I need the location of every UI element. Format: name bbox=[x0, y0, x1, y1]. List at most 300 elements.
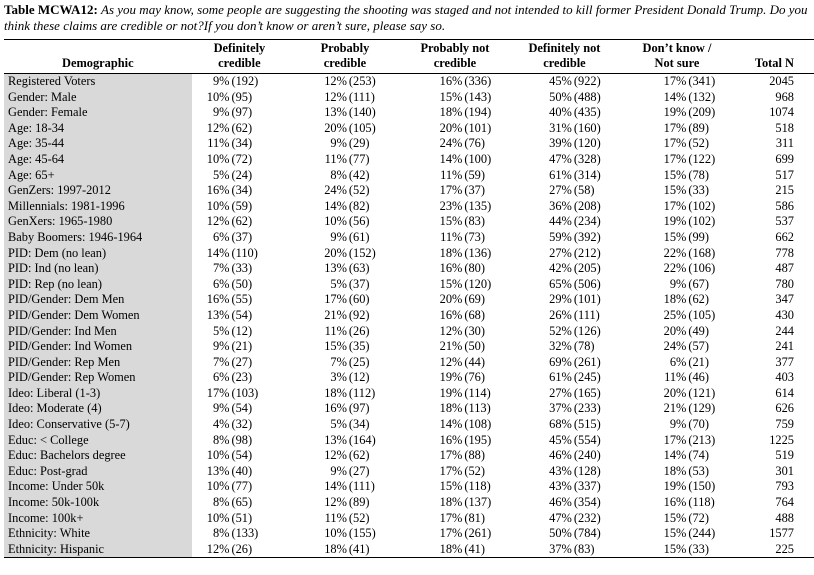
cell-count: (165) bbox=[573, 385, 601, 400]
cell-total-n: 759 bbox=[775, 417, 794, 432]
cell-count: (35) bbox=[348, 339, 370, 354]
col-header-probably-credible: Probably credible bbox=[320, 41, 370, 70]
cell-count: (208) bbox=[573, 198, 601, 213]
table-row bbox=[4, 386, 814, 402]
cell-count: (143) bbox=[464, 89, 492, 104]
cell-count: (70) bbox=[688, 417, 710, 432]
table-row bbox=[4, 230, 814, 246]
cell-percent: 47% bbox=[549, 510, 572, 525]
row-label: Age: 35-44 bbox=[4, 136, 192, 152]
cell-percent: 9% bbox=[330, 463, 347, 478]
cell-percent: 52% bbox=[549, 323, 572, 338]
cell-percent: 14% bbox=[663, 448, 687, 463]
table-caption bbox=[4, 2, 812, 33]
cell-percent: 12% bbox=[324, 89, 347, 104]
cell-count: (73) bbox=[464, 229, 486, 244]
cell-count: (55) bbox=[231, 292, 253, 307]
table-row bbox=[4, 199, 814, 215]
cell-percent: 5% bbox=[212, 323, 230, 338]
cell-percent: 65% bbox=[549, 276, 572, 291]
cell-percent: 16% bbox=[439, 432, 463, 447]
header-row bbox=[4, 40, 814, 74]
cell-percent: 15% bbox=[663, 167, 687, 182]
cell-percent: 10% bbox=[324, 214, 347, 229]
cell-total-n: 780 bbox=[775, 276, 794, 291]
row-label: Gender: Female bbox=[4, 105, 192, 121]
cell-percent: 17% bbox=[663, 198, 687, 213]
cell-percent: 20% bbox=[663, 385, 687, 400]
cell-percent: 15% bbox=[663, 541, 687, 556]
cell-total-n: 662 bbox=[775, 229, 794, 244]
cell-count: (77) bbox=[348, 151, 370, 166]
cell-percent: 11% bbox=[324, 151, 347, 166]
table-row bbox=[4, 121, 814, 137]
cell-percent: 18% bbox=[663, 292, 687, 307]
cell-count: (103) bbox=[231, 385, 259, 400]
cell-percent: 20% bbox=[439, 120, 463, 135]
table-row bbox=[4, 355, 814, 371]
cell-count: (135) bbox=[464, 198, 492, 213]
cell-percent: 13% bbox=[324, 261, 347, 276]
cell-percent: 15% bbox=[324, 339, 347, 354]
cell-percent: 8% bbox=[330, 167, 347, 182]
cell-count: (121) bbox=[688, 385, 716, 400]
cell-percent: 7% bbox=[330, 354, 347, 369]
cell-percent: 16% bbox=[439, 307, 463, 322]
table-row bbox=[4, 105, 814, 121]
cell-count: (205) bbox=[573, 261, 601, 276]
cell-percent: 24% bbox=[439, 136, 463, 151]
cell-percent: 13% bbox=[206, 463, 230, 478]
table-row bbox=[4, 542, 814, 558]
cell-count: (63) bbox=[348, 261, 370, 276]
table-row bbox=[4, 168, 814, 184]
cell-percent: 37% bbox=[549, 401, 572, 416]
cell-percent: 36% bbox=[549, 198, 572, 213]
cell-percent: 17% bbox=[324, 292, 347, 307]
table-row bbox=[4, 448, 814, 464]
cell-count: (62) bbox=[231, 214, 253, 229]
cell-total-n: 244 bbox=[775, 323, 794, 338]
cell-count: (21) bbox=[688, 354, 710, 369]
row-label: Millennials: 1981-1996 bbox=[4, 199, 192, 215]
cell-percent: 16% bbox=[663, 495, 687, 510]
cell-total-n: 225 bbox=[775, 541, 794, 556]
cell-count: (80) bbox=[464, 261, 486, 276]
cell-count: (42) bbox=[348, 167, 370, 182]
cell-count: (120) bbox=[464, 276, 492, 291]
cell-count: (54) bbox=[231, 448, 253, 463]
cell-percent: 18% bbox=[439, 245, 463, 260]
cell-count: (57) bbox=[688, 339, 710, 354]
cell-count: (72) bbox=[688, 510, 710, 525]
table-row bbox=[4, 401, 814, 417]
cell-percent: 10% bbox=[206, 479, 230, 494]
row-label: PID/Gender: Rep Men bbox=[4, 355, 192, 371]
cell-total-n: 519 bbox=[775, 448, 794, 463]
cell-count: (232) bbox=[573, 510, 601, 525]
cell-percent: 6% bbox=[669, 354, 687, 369]
cell-percent: 50% bbox=[549, 526, 572, 541]
cell-percent: 13% bbox=[324, 432, 347, 447]
cell-total-n: 518 bbox=[775, 120, 794, 135]
cell-percent: 14% bbox=[324, 479, 347, 494]
cell-count: (62) bbox=[688, 292, 710, 307]
col-header-probably-not-credible: Probably not credible bbox=[420, 41, 490, 70]
row-label: PID: Rep (no lean) bbox=[4, 277, 192, 293]
cell-percent: 15% bbox=[663, 510, 687, 525]
cell-count: (34) bbox=[348, 417, 370, 432]
cell-count: (105) bbox=[688, 307, 716, 322]
cell-count: (212) bbox=[573, 245, 601, 260]
cell-count: (65) bbox=[231, 495, 253, 510]
row-label: PID/Gender: Dem Women bbox=[4, 308, 192, 324]
cell-count: (488) bbox=[573, 89, 601, 104]
cell-percent: 31% bbox=[549, 120, 572, 135]
cell-count: (111) bbox=[348, 89, 375, 104]
cell-total-n: 377 bbox=[775, 354, 794, 369]
cell-percent: 14% bbox=[663, 89, 687, 104]
table-row bbox=[4, 308, 814, 324]
table-row bbox=[4, 433, 814, 449]
cell-count: (234) bbox=[573, 214, 601, 229]
cell-percent: 18% bbox=[439, 401, 463, 416]
cell-count: (97) bbox=[348, 401, 370, 416]
cell-percent: 17% bbox=[439, 183, 463, 198]
cell-count: (82) bbox=[348, 198, 370, 213]
cell-percent: 9% bbox=[669, 276, 687, 291]
row-label: Income: 100k+ bbox=[4, 511, 192, 527]
cell-percent: 5% bbox=[330, 276, 347, 291]
cell-count: (49) bbox=[688, 323, 710, 338]
cell-percent: 14% bbox=[439, 417, 463, 432]
cell-percent: 19% bbox=[663, 214, 687, 229]
cell-count: (51) bbox=[231, 510, 253, 525]
cell-count: (101) bbox=[464, 120, 492, 135]
cell-total-n: 586 bbox=[775, 198, 794, 213]
cell-total-n: 487 bbox=[775, 261, 794, 276]
cell-percent: 17% bbox=[663, 432, 687, 447]
cell-percent: 27% bbox=[549, 385, 572, 400]
cell-percent: 9% bbox=[330, 136, 347, 151]
cell-count: (21) bbox=[231, 339, 253, 354]
cell-percent: 17% bbox=[663, 74, 687, 88]
cell-count: (126) bbox=[573, 323, 601, 338]
table-row bbox=[4, 339, 814, 355]
col-header-demographic: Demographic bbox=[62, 56, 134, 70]
cell-percent: 9% bbox=[669, 417, 687, 432]
cell-percent: 11% bbox=[324, 510, 347, 525]
cell-total-n: 301 bbox=[775, 463, 794, 478]
cell-percent: 8% bbox=[212, 526, 230, 541]
table-row bbox=[4, 90, 814, 106]
table-row bbox=[4, 370, 814, 386]
row-label: Income: Under 50k bbox=[4, 479, 192, 495]
cell-count: (81) bbox=[464, 510, 486, 525]
cell-count: (129) bbox=[688, 401, 716, 416]
cell-percent: 15% bbox=[663, 229, 687, 244]
cell-count: (337) bbox=[573, 479, 601, 494]
cell-percent: 6% bbox=[212, 229, 230, 244]
cell-total-n: 614 bbox=[775, 385, 794, 400]
row-label: Ideo: Moderate (4) bbox=[4, 401, 192, 417]
cell-percent: 43% bbox=[549, 463, 572, 478]
cell-percent: 45% bbox=[549, 74, 572, 88]
row-label: Gender: Male bbox=[4, 90, 192, 106]
cell-percent: 44% bbox=[549, 214, 572, 229]
cell-percent: 12% bbox=[206, 541, 230, 556]
cell-percent: 14% bbox=[206, 245, 230, 260]
cell-count: (195) bbox=[464, 432, 492, 447]
cell-count: (30) bbox=[464, 323, 486, 338]
cell-percent: 15% bbox=[439, 214, 463, 229]
table-row bbox=[4, 152, 814, 168]
cell-percent: 15% bbox=[439, 89, 463, 104]
col-header-definitely-credible: Definitely credible bbox=[213, 41, 266, 70]
cell-percent: 15% bbox=[439, 276, 463, 291]
table-row bbox=[4, 292, 814, 308]
cell-percent: 6% bbox=[212, 276, 230, 291]
cell-count: (194) bbox=[464, 105, 492, 120]
cell-percent: 6% bbox=[212, 370, 230, 385]
cell-count: (435) bbox=[573, 105, 601, 120]
cell-count: (328) bbox=[573, 151, 601, 166]
cell-count: (58) bbox=[573, 183, 595, 198]
row-label: PID/Gender: Ind Men bbox=[4, 324, 192, 340]
question-text: As you may know, some people are suggesting the shooting was staged and not intended to kill former President Donald Trump. Do you think these claims are credible or not?If you don’t know or aren’t sure, please say so. bbox=[4, 2, 808, 33]
cell-count: (155) bbox=[348, 526, 376, 541]
table-row bbox=[4, 464, 814, 480]
cell-count: (72) bbox=[231, 151, 253, 166]
cell-percent: 42% bbox=[549, 261, 572, 276]
cell-percent: 68% bbox=[549, 417, 572, 432]
cell-count: (160) bbox=[573, 120, 601, 135]
cell-count: (341) bbox=[688, 74, 716, 88]
cell-percent: 24% bbox=[663, 339, 687, 354]
cell-percent: 61% bbox=[549, 167, 572, 182]
cell-total-n: 215 bbox=[775, 183, 794, 198]
cell-total-n: 311 bbox=[775, 136, 794, 151]
cell-count: (54) bbox=[231, 307, 253, 322]
row-label: GenZers: 1997-2012 bbox=[4, 183, 192, 199]
cell-count: (52) bbox=[348, 183, 370, 198]
cell-count: (554) bbox=[573, 432, 601, 447]
col-header-definitely-not-credible: Definitely not credible bbox=[528, 41, 601, 70]
cell-count: (27) bbox=[231, 354, 253, 369]
cell-percent: 17% bbox=[439, 463, 463, 478]
cell-total-n: 488 bbox=[775, 510, 794, 525]
cell-count: (209) bbox=[688, 105, 716, 120]
row-label: PID/Gender: Rep Women bbox=[4, 370, 192, 386]
cell-count: (261) bbox=[573, 354, 601, 369]
cell-percent: 46% bbox=[549, 448, 572, 463]
cell-count: (140) bbox=[348, 105, 376, 120]
cell-count: (33) bbox=[231, 261, 253, 276]
cell-count: (111) bbox=[348, 479, 375, 494]
cell-count: (34) bbox=[231, 183, 253, 198]
cell-percent: 20% bbox=[663, 323, 687, 338]
cell-percent: 9% bbox=[212, 74, 230, 88]
table-row bbox=[4, 479, 814, 495]
cell-count: (102) bbox=[688, 214, 716, 229]
cell-percent: 24% bbox=[324, 183, 347, 198]
row-label: Educ: Bachelors degree bbox=[4, 448, 192, 464]
cell-total-n: 430 bbox=[775, 307, 794, 322]
row-label: Educ: Post-grad bbox=[4, 464, 192, 480]
cell-count: (52) bbox=[348, 510, 370, 525]
cell-percent: 14% bbox=[439, 151, 463, 166]
cell-count: (83) bbox=[573, 541, 595, 556]
cell-count: (118) bbox=[688, 495, 715, 510]
cell-count: (37) bbox=[231, 229, 253, 244]
cell-percent: 15% bbox=[439, 479, 463, 494]
table-row bbox=[4, 511, 814, 527]
cell-percent: 18% bbox=[324, 385, 347, 400]
cell-percent: 18% bbox=[439, 105, 463, 120]
cell-count: (52) bbox=[688, 136, 710, 151]
table-row bbox=[4, 277, 814, 293]
cell-count: (29) bbox=[348, 136, 370, 151]
cell-count: (213) bbox=[688, 432, 716, 447]
cell-count: (77) bbox=[231, 479, 253, 494]
cell-percent: 19% bbox=[663, 105, 687, 120]
cell-total-n: 778 bbox=[775, 245, 794, 260]
cell-count: (99) bbox=[688, 229, 710, 244]
cell-percent: 10% bbox=[206, 198, 230, 213]
cell-count: (50) bbox=[231, 276, 253, 291]
cell-percent: 10% bbox=[206, 448, 230, 463]
row-label: PID/Gender: Ind Women bbox=[4, 339, 192, 355]
col-header-total-n: Total N bbox=[754, 56, 794, 70]
cell-percent: 21% bbox=[439, 339, 463, 354]
table-row bbox=[4, 495, 814, 511]
cell-count: (34) bbox=[231, 136, 253, 151]
cell-count: (95) bbox=[231, 89, 253, 104]
cell-count: (59) bbox=[464, 167, 486, 182]
cell-count: (102) bbox=[688, 198, 716, 213]
row-label: PID: Ind (no lean) bbox=[4, 261, 192, 277]
cell-count: (100) bbox=[464, 151, 492, 166]
row-label: Ideo: Liberal (1-3) bbox=[4, 386, 192, 402]
row-label: PID: Dem (no lean) bbox=[4, 246, 192, 262]
cell-total-n: 403 bbox=[775, 370, 794, 385]
row-label: GenXers: 1965-1980 bbox=[4, 214, 192, 230]
cell-percent: 12% bbox=[439, 354, 463, 369]
cell-percent: 5% bbox=[330, 417, 347, 432]
cell-total-n: 764 bbox=[775, 495, 794, 510]
cell-total-n: 793 bbox=[775, 479, 794, 494]
table-row bbox=[4, 214, 814, 230]
cell-count: (261) bbox=[464, 526, 492, 541]
cell-percent: 17% bbox=[439, 448, 463, 463]
cell-count: (27) bbox=[348, 463, 370, 478]
cell-count: (78) bbox=[573, 339, 595, 354]
row-label: Age: 65+ bbox=[4, 168, 192, 184]
cell-count: (118) bbox=[464, 479, 491, 494]
cell-percent: 15% bbox=[663, 183, 687, 198]
cell-count: (24) bbox=[231, 167, 253, 182]
cell-percent: 10% bbox=[324, 526, 347, 541]
cell-percent: 12% bbox=[324, 74, 347, 88]
cell-percent: 22% bbox=[663, 245, 687, 260]
cell-count: (122) bbox=[688, 151, 716, 166]
cell-count: (46) bbox=[688, 370, 710, 385]
cell-percent: 10% bbox=[206, 510, 230, 525]
cell-percent: 14% bbox=[324, 198, 347, 213]
cell-percent: 17% bbox=[439, 526, 463, 541]
table-row bbox=[4, 526, 814, 542]
cell-count: (112) bbox=[348, 385, 376, 400]
table-row bbox=[4, 183, 814, 199]
cell-percent: 8% bbox=[212, 495, 230, 510]
cell-count: (61) bbox=[348, 229, 370, 244]
cell-count: (83) bbox=[464, 214, 486, 229]
cell-count: (54) bbox=[231, 401, 253, 416]
cell-percent: 17% bbox=[663, 151, 687, 166]
cell-count: (354) bbox=[573, 495, 601, 510]
cell-percent: 29% bbox=[549, 292, 572, 307]
cell-total-n: 626 bbox=[775, 401, 794, 416]
cell-percent: 45% bbox=[549, 432, 572, 447]
cell-count: (392) bbox=[573, 229, 601, 244]
cell-percent: 47% bbox=[549, 151, 572, 166]
cell-count: (50) bbox=[464, 339, 486, 354]
cell-total-n: 699 bbox=[775, 151, 794, 166]
cell-count: (506) bbox=[573, 276, 601, 291]
cell-count: (336) bbox=[464, 74, 492, 88]
cell-percent: 13% bbox=[324, 105, 347, 120]
cell-total-n: 241 bbox=[775, 339, 794, 354]
cell-count: (37) bbox=[464, 183, 486, 198]
cell-percent: 3% bbox=[330, 370, 347, 385]
cell-percent: 37% bbox=[549, 541, 572, 556]
cell-total-n: 537 bbox=[775, 214, 794, 229]
table-row bbox=[4, 261, 814, 277]
cell-count: (113) bbox=[464, 401, 491, 416]
cell-count: (23) bbox=[231, 370, 253, 385]
col-header-dont-know: Don’t know / Not sure bbox=[642, 41, 712, 70]
cell-percent: 18% bbox=[439, 495, 463, 510]
cell-count: (92) bbox=[348, 307, 370, 322]
cell-count: (40) bbox=[231, 463, 253, 478]
cell-total-n: 1225 bbox=[769, 432, 794, 447]
cell-count: (33) bbox=[688, 183, 710, 198]
cell-percent: 12% bbox=[439, 323, 463, 338]
cell-count: (89) bbox=[688, 120, 710, 135]
cell-percent: 17% bbox=[439, 510, 463, 525]
cell-count: (922) bbox=[573, 74, 601, 88]
cell-percent: 18% bbox=[663, 463, 687, 478]
cell-percent: 26% bbox=[549, 307, 572, 322]
cell-percent: 20% bbox=[324, 120, 347, 135]
cell-percent: 16% bbox=[439, 261, 463, 276]
table-row bbox=[4, 246, 814, 262]
row-label: Ideo: Conservative (5-7) bbox=[4, 417, 192, 433]
cell-percent: 43% bbox=[549, 479, 572, 494]
cell-percent: 13% bbox=[206, 307, 230, 322]
table-id: Table MCWA12: bbox=[4, 2, 98, 17]
table-row bbox=[4, 74, 814, 90]
cell-count: (111) bbox=[573, 307, 600, 322]
cell-percent: 25% bbox=[663, 307, 687, 322]
table-row bbox=[4, 324, 814, 340]
cell-percent: 11% bbox=[440, 229, 463, 244]
cell-count: (132) bbox=[688, 89, 716, 104]
cell-count: (69) bbox=[464, 292, 486, 307]
cell-count: (25) bbox=[348, 354, 370, 369]
cell-total-n: 1074 bbox=[769, 105, 794, 120]
cell-percent: 61% bbox=[549, 370, 572, 385]
